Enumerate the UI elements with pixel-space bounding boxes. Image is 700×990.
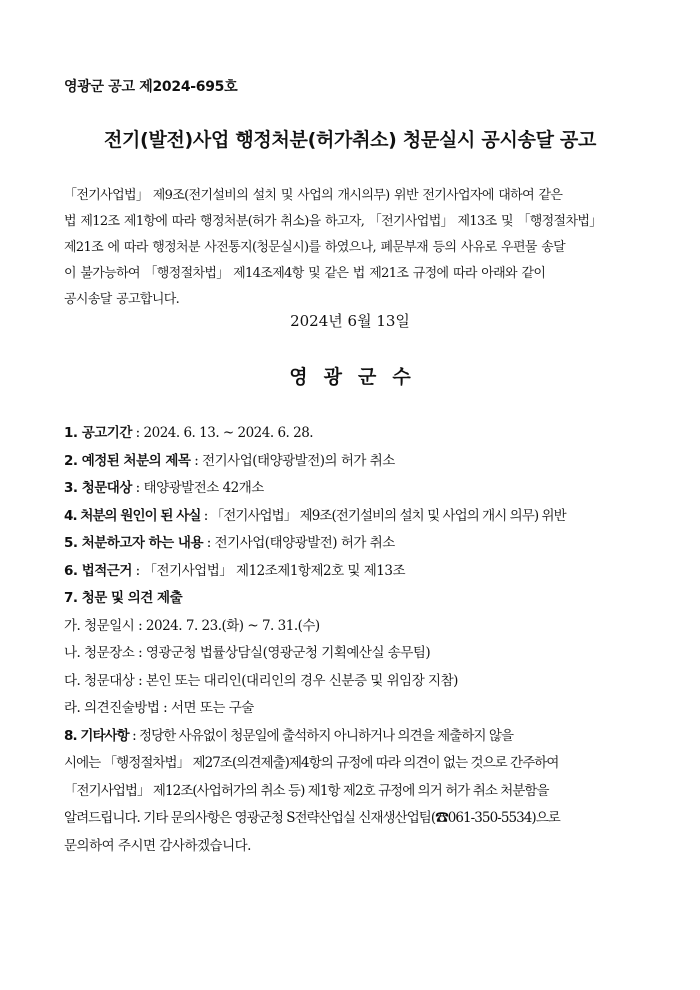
item-value: 전기사업(태양광발전)의 허가 취소 (202, 452, 395, 469)
intro-line: 제21조 에 따라 행정처분 사전통지(청문실시)를 하였으나, 폐문부재 등의 사유로 우편물 송달 (64, 240, 566, 255)
intro-line: 법 제12조 제1항에 따라 행정처분(허가 취소)을 하고자, 「전기사업법」 제13조 및 「행정절차법」 (64, 214, 602, 229)
intro-line: 공시송달 공고합니다. (64, 292, 180, 307)
item-label: 2. 예정된 처분의 제목 (64, 452, 191, 469)
item-value: 알려드립니다. 기타 문의사항은 영광군청 S전략산업실 신재생산업팀(☎061-350-5534)으로 (64, 810, 560, 826)
item-value: 「전기사업법」 제12조제1항제2호 및 제13조 (143, 562, 406, 579)
sub-item-line (64, 695, 656, 723)
item-value: 시에는 「행정절차법」 제27조(의견제출)제4항의 규정에 따라 의견이 없는 것으로 간주하여 (64, 755, 559, 771)
item-label: 4. 처분의 원인이 된 사실 (64, 507, 201, 524)
intro-paragraph (64, 183, 654, 313)
item-separator: : (128, 727, 140, 744)
item-separator: : (190, 452, 203, 469)
item-line (64, 448, 656, 476)
sub-item-line (64, 640, 656, 668)
item-label: 7. 청문 및 의견 제출 (64, 590, 183, 606)
item-line (64, 503, 656, 531)
item-separator: : (200, 507, 211, 524)
issuer-name: 영광군수 (289, 366, 427, 388)
item-value: 문의하여 주시면 감사하겠습니다. (64, 837, 251, 854)
notice-number: 영광군 공고 제2024-695호 (64, 79, 238, 95)
item-continuation-line (64, 833, 656, 861)
item-value: 「전기사업법」 제9조(전기설비의 설치 및 사업의 개시 의무) 위반 (210, 507, 566, 524)
item-continuation-line (64, 750, 656, 778)
sub-item-line (64, 668, 656, 696)
item-line (64, 558, 656, 586)
document-title: 전기(발전)사업 행정처분(허가취소) 청문실시 공시송달 공고 (103, 129, 597, 151)
item-separator: : (203, 535, 215, 551)
item-label: 5. 처분하고자 하는 내용 (64, 535, 203, 551)
item-value: 전기사업(태양광발전) 허가 취소 (214, 535, 395, 551)
intro-line: 이 불가능하여 「행정절차법」 제14조제4항 및 같은 법 제21조 규정에 따라 아래와 같이 (64, 266, 546, 281)
item-continuation-line (64, 778, 656, 806)
item-value: 다. 청문대상 : 본인 또는 대리인(대리인의 경우 신분증 및 위임장 지참) (64, 672, 458, 689)
item-value: 「전기사업법」 제12조(사업허가의 취소 등) 제1항 제2호 규정에 의거 허가 취소 처분함을 (64, 782, 549, 799)
item-label: 8. 기타사항 (64, 727, 129, 744)
item-separator: : (131, 480, 144, 496)
item-separator: : (131, 425, 144, 441)
item-line (64, 585, 656, 613)
item-value: 정당한 사유없이 청문일에 출석하지 아니하거나 의견을 제출하지 않을 (139, 727, 514, 744)
item-label: 1. 공고기간 (64, 425, 132, 441)
item-value: 라. 의견진술방법 : 서면 또는 구술 (64, 700, 254, 716)
item-value: 태양광발전소 42개소 (143, 480, 264, 496)
notice-items (64, 420, 656, 860)
item-label: 6. 법적근거 (64, 562, 132, 579)
item-line (64, 723, 656, 751)
item-separator: : (131, 562, 144, 579)
item-value: 2024. 6. 13. ~ 2024. 6. 28. (143, 425, 314, 441)
item-value: 나. 청문장소 : 영광군청 법률상담실(영광군청 기획예산실 송무팀) (64, 645, 431, 661)
item-line (64, 475, 656, 503)
item-label: 3. 청문대상 (64, 480, 132, 496)
intro-line: 「전기사업법」 제9조(전기설비의 설치 및 사업의 개시의무) 위반 전기사업자에 대하여 같은 (64, 188, 563, 203)
item-line (64, 420, 656, 448)
sub-item-line (64, 613, 656, 641)
item-line (64, 530, 656, 558)
item-continuation-line (64, 805, 656, 833)
item-value: 가. 청문일시 : 2024. 7. 23.(화) ~ 7. 31.(수) (64, 617, 320, 634)
notice-date: 2024년 6월 13일 (290, 312, 410, 330)
